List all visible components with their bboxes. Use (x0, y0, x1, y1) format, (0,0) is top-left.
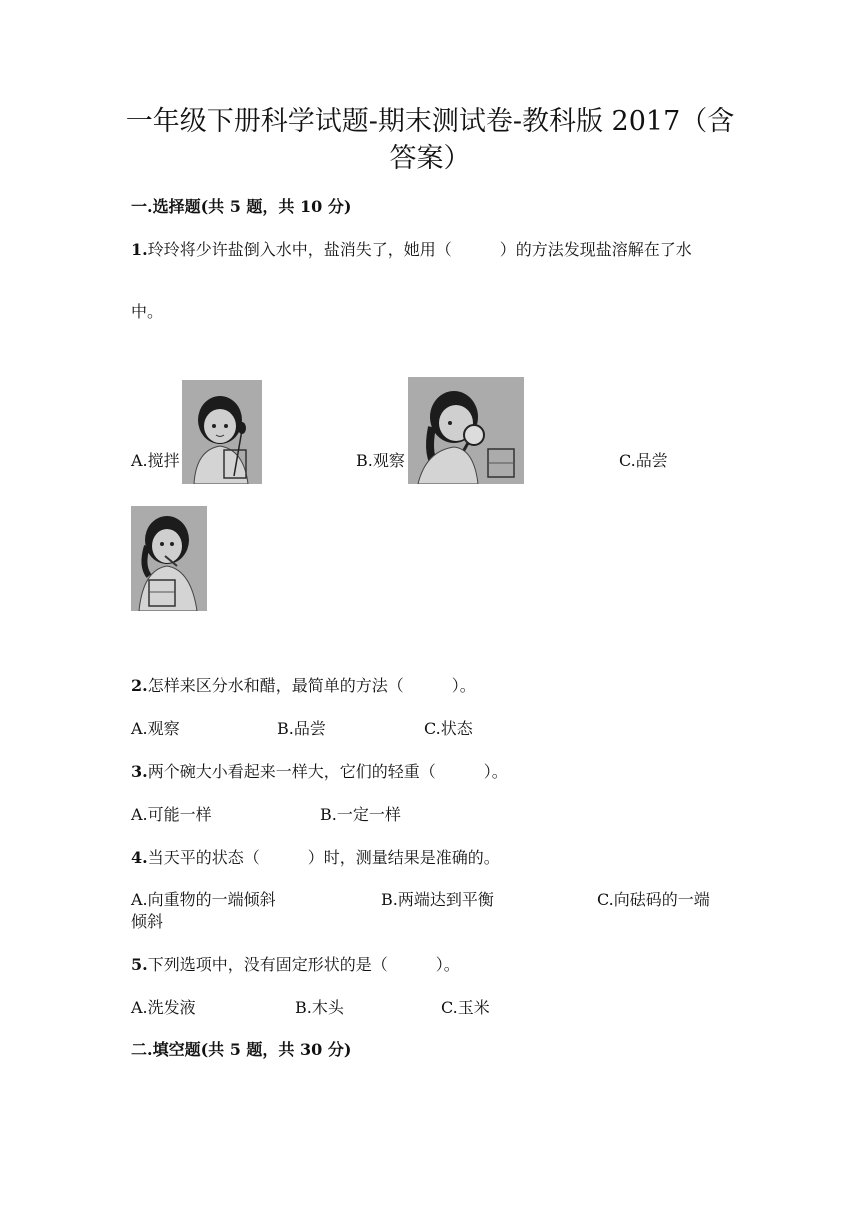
question-text: 下列选项中，没有固定形状的是（ ）。 (147, 955, 460, 974)
document-title-line2: 答案） (389, 143, 471, 174)
question-1-option-b: B.观察 (356, 451, 405, 470)
question-3-option-b: B.一定一样 (320, 805, 401, 824)
question-1-option-c: C.品尝 (619, 451, 668, 470)
question-text: 玲玲将少许盐倒入水中，盐消失了，她用（ ）的方法发现盐溶解在了水 (147, 240, 692, 259)
question-2-option-b: B.品尝 (277, 719, 326, 738)
section-heading-fill-in: 二.填空题(共 5 题，共 30 分) (131, 1040, 352, 1059)
question-2 (131, 673, 476, 696)
question-number: 2. (131, 676, 148, 695)
question-4 (131, 845, 500, 868)
document-title-line1: 一年级下册科学试题-期末测试卷-教科版 2017（含 (125, 106, 735, 137)
girl-with-magnifier-image (408, 377, 524, 484)
section-heading-choice: 一.选择题(共 5 题，共 10 分) (131, 197, 352, 216)
question-5 (131, 952, 460, 975)
question-text: 当天平的状态（ ）时，测量结果是准确的。 (147, 848, 500, 867)
question-5-option-c: C.玉米 (441, 998, 490, 1017)
question-2-option-a: A.观察 (131, 719, 180, 738)
question-4-option-c-wrap: 倾斜 (131, 912, 164, 931)
question-1-line1 (131, 237, 692, 260)
question-number: 5. (131, 955, 148, 974)
question-3-option-a: A.可能一样 (131, 805, 212, 824)
question-1-option-a: A.搅拌 (131, 451, 180, 470)
question-4-option-b: B.两端达到平衡 (381, 890, 494, 909)
girl-tasting-image (131, 506, 207, 611)
question-3 (131, 759, 508, 782)
question-number: 3. (131, 762, 148, 781)
question-4-option-c: C.向砝码的一端 (597, 890, 710, 909)
question-1-line2: 中。 (131, 302, 164, 321)
question-number: 4. (131, 848, 148, 867)
question-5-option-a: A.洗发液 (131, 998, 196, 1017)
girl-stirring-image (182, 380, 262, 484)
question-5-option-b: B.木头 (295, 998, 344, 1017)
question-number: 1. (131, 240, 148, 259)
question-2-option-c: C.状态 (424, 719, 473, 738)
question-text: 两个碗大小看起来一样大，它们的轻重（ ）。 (147, 762, 508, 781)
question-4-option-a: A.向重物的一端倾斜 (131, 890, 276, 909)
question-text: 怎样来区分水和醋，最简单的方法（ ）。 (147, 676, 476, 695)
